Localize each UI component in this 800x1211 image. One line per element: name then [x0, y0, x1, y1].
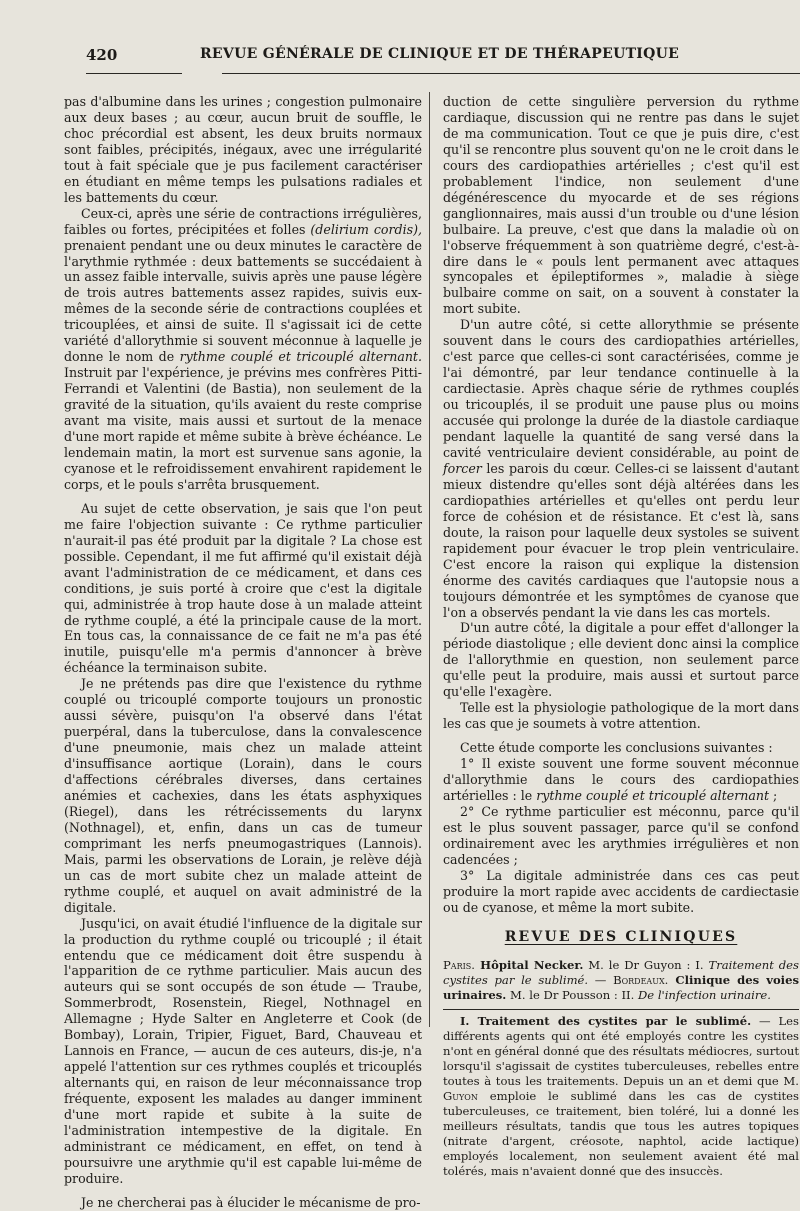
running-head: REVUE GÉNÉRALE DE CLINIQUE ET DE THÉRAPEUTIQUE	[200, 46, 680, 62]
paragraph: Cette étude comporte les conclusions suivantes :	[460, 740, 773, 756]
paragraph: pas d'albumine dans les urines ; congestion pulmonaire aux deux bases ; au cœur, aucun bruit de souffle, le choc précordial est absent, les deux bruits normaux sont faibles, précipités, inégaux, avec une irrégularité tout à fait spéciale que je pus facilement caractériser en étudiant en même temps les pulsations radiales et les battements du cœur.	[64, 94, 422, 205]
text-run: Ceux-ci, après une série de contractions irrégulières, faibles ou fortes, précipitées et folles	[64, 205, 422, 237]
text-run: les parois du cœur. Celles-ci se laissent d'autant mieux distendre qu'elles sont déjà altérées dans les cardiopathies artérielles et qu'elles ont perdu leur force de cohésion et de résistance. Et c'est là, sans doute, la raison pour laquelle deux systoles se suivent rapidement pour évacuer le trop plein ventriculaire. C'est encore la raison qui explique la distension énorme des cavités cardiaques que l'autopsie nous a toujours démontrée et les symptômes de cyanose que l'on a observés pendant la vie dans les cas mortels.	[443, 460, 799, 620]
bold-run: Hôpital Necker.	[474, 957, 584, 972]
paragraph: Au sujet de cette observation, je sais que l'on peut me faire l'objection suivante : Ce rythme particulier n'aurait-il pas été produit par la digitale ? La chose est possible. Cependant, il me fut affirmé qu'il existait déjà avant l'administration de ce médicament, et dans ces conditions, je suis porté à croire que c'est la digitale qui, administrée à trop haute dose à un malade atteint de rythme couplé, a été la principale cause de la mort. En tous cas, la connaissance de ce fait ne m'a pas été inutile, puisqu'elle m'a permis d'annoncer à brève échéance la terminaison subite.	[64, 500, 422, 676]
text-run: Bordeaux.	[613, 972, 669, 987]
italic-run: De l'infection urinaire.	[634, 987, 771, 1002]
text-run: M. le Dr Guyon : I.	[583, 957, 704, 972]
right-column	[443, 94, 799, 1179]
paragraph	[443, 1014, 799, 1179]
paragraph: Je ne prétends pas dire que l'existence du rythme couplé ou tricouplé comporte toujours un pronostic aussi sévère, puisqu'on l'a observé dans l'état puerpéral, dans la tuberculose, dans la convalescence d'une pneumonie, mais chez un malade atteint d'insuffisance aortique (Lorain), dans le cours d'affections cérébrales diverses, dans certaines anémies et cachexies, dans les états asphyxiques (Riegel), dans les rétrécissements du larynx (Nothnagel), et, enfin, dans un cas de tumeur comprimant les nerfs pneumogastriques (Lannois). Mais, parmi les observations de Lorain, je relève déjà un cas de mort subite chez un malade atteint de rythme couplé, et auquel on avait administré de la digitale.	[64, 676, 422, 915]
paragraph: Telle est la physiologie pathologique de la mort dans les cas que je soumets à votre attention.	[443, 700, 799, 732]
paragraph: D'un autre côté, la digitale a pour effet d'allonger la période diastolique ; elle devient donc ainsi la complice de l'allorythmie en question, non seulement parce qu'elle peut la produire, mais aussi et surtout parce qu'elle l'exagère.	[443, 620, 799, 700]
section-contents	[443, 958, 799, 1003]
bold-run: Clinique des voies urinaires.	[443, 972, 799, 1002]
section-title: REVUE DES CLINIQUES	[504, 928, 738, 945]
italic-run: rythme couplé et tricouplé alternant	[536, 787, 770, 803]
italic-run: Traitement des cystites par le sublimé.	[443, 957, 799, 987]
paragraph: Jusqu'ici, on avait étudié l'influence de la digitale sur la production du rythme couplé ou tricouplé ; il était entendu que ce médicament doit être suspendu à l'apparition de ce rythme particulier. Mais aucun des auteurs qui se sont occupés de son étude — Traube, Sommerbrodt, Rosenstein, Riegel, Nothnagel en Allemagne ; Hyde Salter en Angleterre et Cook (de Bombay), Lorain, Tripier, Figuet, Bard, Chauveau et Lannois en France, — aucun de ces auteurs, dis-je, n'a appelé l'attention sur ces rythmes couplés et tricouplés alternants qui, en raison de leur méconnaissance trop fréquente, exposent les malades au danger imminent d'une mort rapide et subite à la suite de l'administration intempestive de la digitale. En administrant ce médicament, en effet, on tend à poursuivre une arythmie qu'il est capable lui-même de produire.	[64, 915, 422, 1186]
column-divider	[429, 92, 430, 1027]
text-run: — Les différents agents qui ont été employés contre les cystites n'ont en général donné que des résultats médiocres, surtout lorsqu'il s'agissait de cystites tuberculeuses, rebelles entre toutes à tous les traitements. Depuis un an et demi que M.	[443, 1013, 799, 1088]
text-run: Paris.	[443, 957, 475, 972]
page-number: 420	[86, 46, 118, 64]
header-rule-left	[86, 73, 182, 74]
text-run: D'un autre côté, si cette allorythmie se présente souvent dans le cours des cardiopathies artérielles, c'est parce que celles-ci sont caractérisées, comme je l'ai démontré, par leur tendance continuelle à la cardiectasie. Après chaque série de rythmes couplés ou tricouplés, il se produit une pause plus ou moins accusée qui prolonge la durée de la diastole cardiaque pendant laquelle la quantité de sang versé dans la cavité ventriculaire devient considérable, au point de	[443, 317, 799, 460]
paragraph: Je ne chercherai pas à élucider le mécanisme de pro-	[81, 1194, 421, 1210]
header-rule-right	[222, 73, 800, 74]
conclusion-1	[443, 756, 799, 804]
bold-run: I. Traitement des cystites par le sublimé.	[460, 1013, 752, 1028]
italic-run: rythme couplé et tricouplé alternant.	[179, 349, 422, 365]
paragraph: duction de cette singulière perversion du rythme cardiaque, discussion qui ne rentre pas dans le sujet de ma communication. Tout ce que je puis dire, c'est qu'il se rencontre plus souvent qu'on ne le croit dans le cours des cardiopathies artérielles ; c'est qu'il est probablement l'indice, non seulement d'une dégénérescence du myocarde et de ses régions ganglionnaires, mais aussi d'un trouble ou d'une lésion bulbaire. La preuve, c'est que dans la maladie où on l'observe fréquemment à son quatrième degré, c'est-à-dire dans le « pouls lent permanent avec attaques syncopales et épileptiformes », maladie à siège bulbaire comme on sait, on a souvent à constater la mort subite.	[443, 94, 799, 317]
page-header	[0, 0, 800, 78]
section-rule	[443, 1009, 799, 1010]
text-run: emploie le sublimé dans les cas de cystites tuberculeuses, ce traitement, bien toléré, lui a donné les meilleurs résultats, tandis que tous les autres topiques (nitrate d'argent, créosote, naphtol, acide lactique) employés localement, non seulement avaient été mal tolérés, mais n'avaient donné que des insuccès.	[443, 1088, 799, 1178]
text-run: M. le Dr Pousson : II.	[506, 987, 635, 1002]
conclusion-3: 3° La digitale administrée dans ces cas peut produire la mort rapide avec accidents de cardiectasie ou de cyanose, et même la mort subite.	[443, 867, 799, 915]
left-column	[64, 94, 422, 1211]
text-run: —	[588, 972, 614, 987]
text-run: Instruit par l'expérience, je prévins mes confrères Pitti-Ferrandi et Valentini (de Bastia), non seulement de la gravité de la situation, qu'ils avaient du reste comprise avant ma visite, mais aussi et surtout de la menace d'une mort rapide et même subite à brève échéance. Le lendemain matin, la mort est survenue sans agonie, la cyanose et le refroidissement envahirent rapidement le corps, et le pouls s'arrêta brusquement.	[64, 365, 422, 492]
text-run: Guyon	[443, 1088, 478, 1103]
italic-run: forcer	[443, 460, 482, 476]
paragraph	[64, 206, 422, 493]
text-run: ;	[769, 787, 778, 803]
text-run: prenaient pendant une ou deux minutes le caractère de l'arythmie rythmée : deux battements se succédaient à un assez faible intervalle, suivis après une pause légère de trois autres battements assez rapides, suivis eux-mêmes de la seconde série de contractions couplées et tricouplées, et ainsi de suite. Il s'agissait ici de cette variété d'allorythmie si souvent méconnue à laquelle je donne le nom de	[64, 237, 422, 365]
italic-run: (delirium cordis),	[310, 221, 422, 237]
conclusion-2: 2° Ce rythme particulier est méconnu, parce qu'il est le plus souvent passager, parce qu'il se confond ordinairement avec les arythmies irrégulières et non cadencées ;	[443, 803, 799, 867]
paragraph	[443, 317, 799, 620]
text-run: 1° Il existe souvent une forme souvent méconnue d'allorythmie dans le cours des cardiopathies artérielles : le	[443, 756, 799, 803]
